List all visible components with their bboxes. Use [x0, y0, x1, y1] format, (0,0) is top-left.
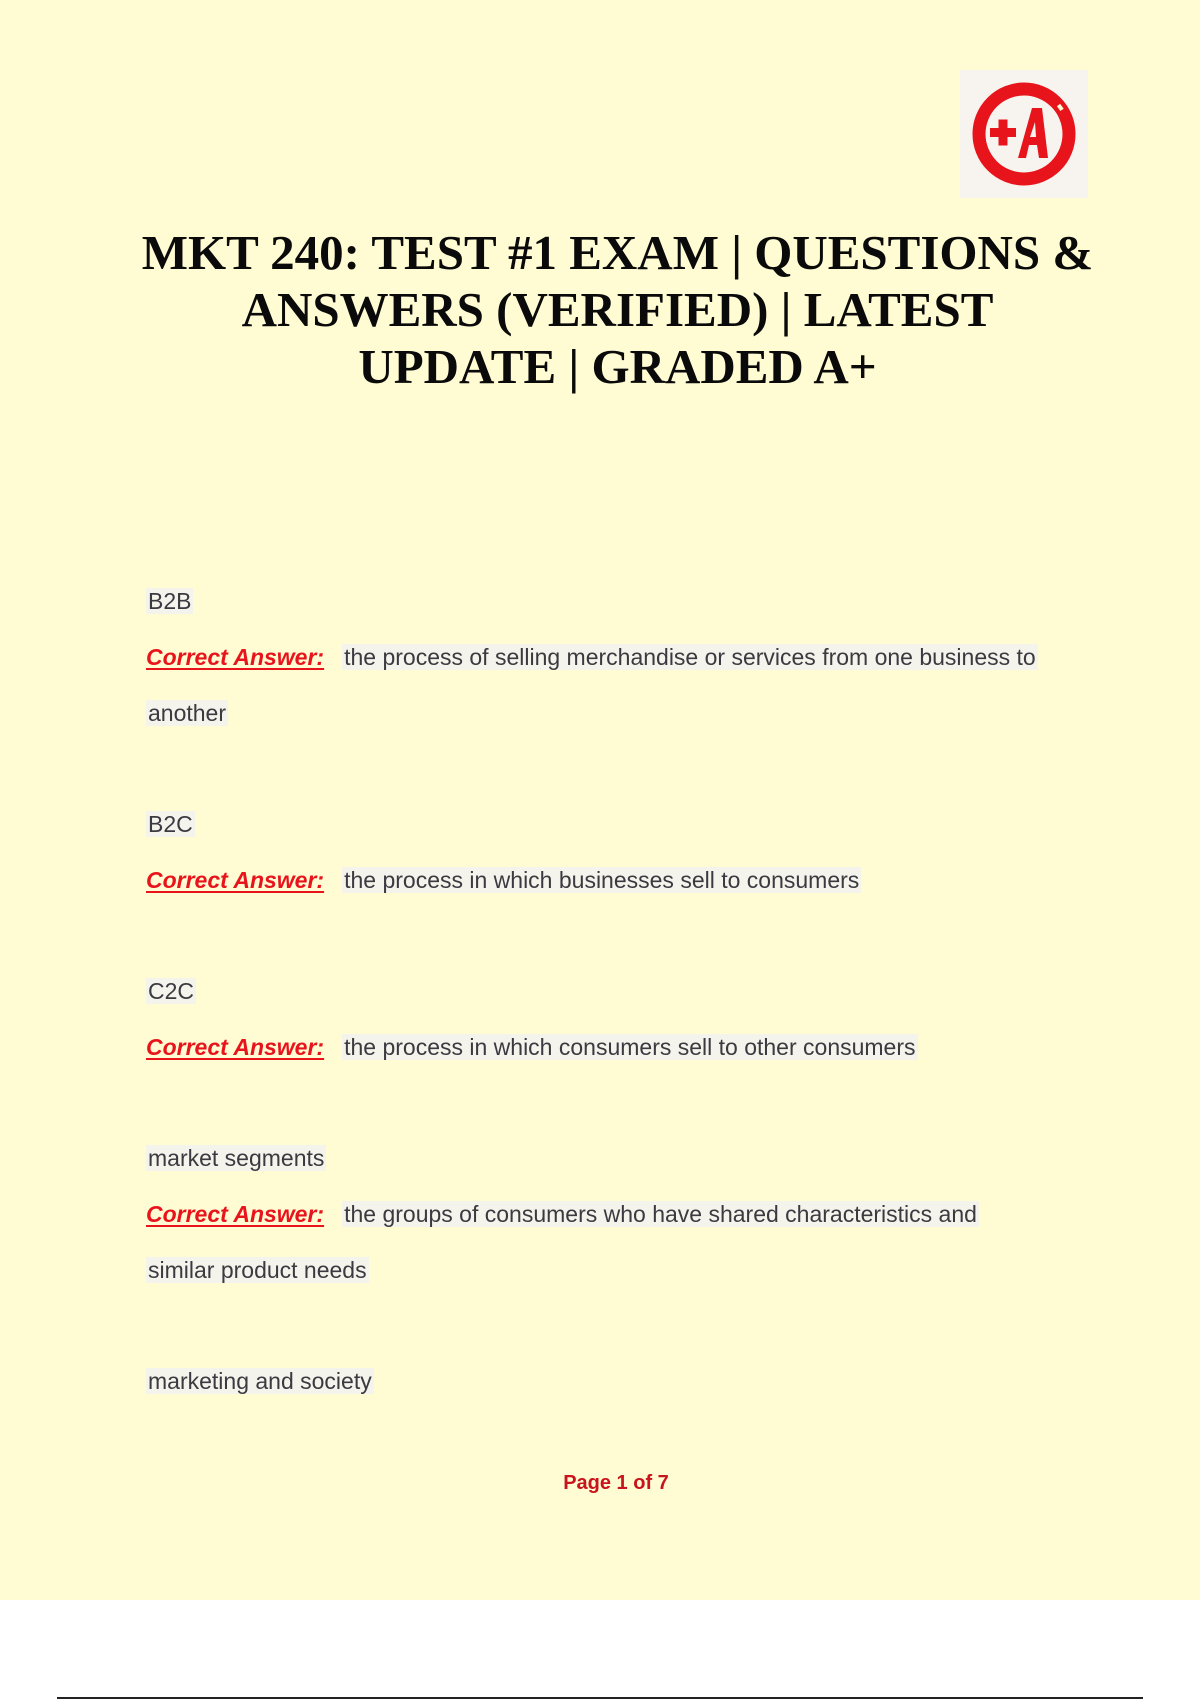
answer-text: another: [148, 700, 227, 726]
question-term: market segments: [148, 1145, 325, 1171]
answer-text: the process in which businesses sell to consumers: [344, 867, 860, 893]
page-divider: [57, 1697, 1143, 1699]
document-title: [100, 224, 1135, 395]
correct-answer-label: Correct Answer:: [146, 1034, 325, 1060]
title-line: MKT 240: TEST #1 EXAM | QUESTIONS &: [141, 225, 1094, 280]
correct-answer-label: Correct Answer:: [146, 644, 325, 670]
page-number: Page 1 of 7: [563, 1472, 669, 1494]
qa-item: [146, 1361, 1106, 1417]
qa-item: [146, 804, 1106, 916]
question-term: C2C: [148, 978, 195, 1004]
question-term: marketing and society: [148, 1368, 372, 1394]
answer-text: the groups of consumers who have shared characteristics and: [344, 1201, 977, 1227]
qa-item: [146, 1138, 1106, 1306]
title-line: ANSWERS (VERIFIED) | LATEST: [241, 282, 994, 337]
correct-answer-label: Correct Answer:: [146, 867, 325, 893]
plus-a-logo-icon: [960, 70, 1088, 198]
correct-answer-label: Correct Answer:: [146, 1201, 325, 1227]
answer-text: the process of selling merchandise or services from one business to: [344, 644, 1036, 670]
qa-item: [146, 581, 1106, 749]
answer-text: the process in which consumers sell to other consumers: [344, 1034, 916, 1060]
question-answer-list: [146, 581, 1106, 1417]
question-term: B2B: [148, 588, 192, 614]
answer-text: similar product needs: [148, 1257, 367, 1283]
question-term: B2C: [148, 811, 193, 837]
title-line: UPDATE | GRADED A+: [358, 339, 877, 394]
qa-item: [146, 971, 1106, 1083]
